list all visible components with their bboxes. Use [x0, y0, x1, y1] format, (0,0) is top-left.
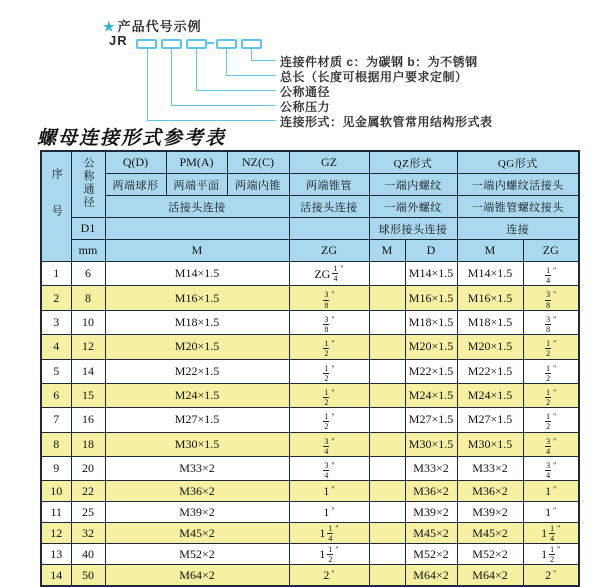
cell-qz-d: M20×1.5 [405, 335, 457, 359]
header-dn-text: 公称通径 [82, 156, 94, 209]
cell-dn: 22 [71, 481, 105, 502]
leader-line [226, 75, 276, 76]
cell-qz-d: M39×2 [405, 502, 457, 523]
table-row [41, 408, 579, 432]
cell-zg-thread: $\frac{3}{4}$ ″ [289, 457, 369, 481]
cell-qz-m [369, 523, 405, 544]
code-prefix: JR [109, 33, 128, 48]
cell-qz-m [369, 565, 405, 587]
header-col-qg: QG形式 [457, 151, 579, 174]
cell-m-thread: M20×1.5 [105, 335, 289, 359]
cell-zg-thread: $\frac{1}{2}$ ″ [289, 359, 369, 383]
cell-m-thread: M27×1.5 [105, 408, 289, 432]
cell-qz-d: M24×1.5 [405, 383, 457, 407]
header-qz-desc1: 一端内螺纹 [369, 174, 457, 196]
cell-seq: 14 [41, 565, 71, 587]
cell-qz-m [369, 502, 405, 523]
cell-seq: 13 [41, 544, 71, 565]
cell-dn: 6 [71, 262, 105, 286]
cell-dn: 18 [71, 432, 105, 456]
cell-dn: 8 [71, 286, 105, 310]
leader-line [147, 48, 148, 120]
cell-seq: 11 [41, 502, 71, 523]
cell-zg-thread: $\frac{1}{2}$ ″ [289, 408, 369, 432]
header-qg-conn: 连接 [457, 218, 579, 240]
cell-zg-thread: ZG $\frac{1}{4}$ ″ [289, 262, 369, 286]
table-title: 螺母连接形式参考表 [37, 127, 227, 149]
diagram-title-text: 产品代号示例 [117, 19, 202, 34]
cell-qg-zg: $\frac{3}{8}$ ″ [523, 310, 579, 334]
cell-qg-zg: 1 ″ [523, 502, 579, 523]
header-qz-d: D [405, 240, 457, 262]
table-row [41, 432, 579, 456]
cell-qg-zg: 1 $\frac{1}{4}$ ″ [523, 523, 579, 544]
header-blank-main [105, 218, 289, 240]
header-seq-text: 序号 [50, 167, 63, 242]
cell-qg-zg: $\frac{1}{2}$ ″ [523, 359, 579, 383]
header-nz-desc: 两端内锥 [227, 174, 289, 196]
cell-qz-d: M30×1.5 [405, 432, 457, 456]
cell-qz-m [369, 481, 405, 502]
header-row-1 [41, 151, 579, 174]
cell-qz-d: M22×1.5 [405, 359, 457, 383]
header-row-4 [41, 218, 579, 240]
cell-m-thread: M30×1.5 [105, 432, 289, 456]
cell-qz-m [369, 262, 405, 286]
table-row [41, 335, 579, 359]
label-nominal-diameter: 公称通径 [280, 85, 331, 99]
cell-seq: 3 [41, 310, 71, 334]
header-col-qz: QZ形式 [369, 151, 457, 174]
cell-qz-m [369, 544, 405, 565]
label-connection-type: 连接形式：见金属软管常用结构形式表 [280, 115, 493, 129]
cell-m-thread: M33×2 [105, 457, 289, 481]
table-row [41, 544, 579, 565]
header-row-5 [41, 240, 579, 262]
cell-qz-d: M64×2 [405, 565, 457, 587]
cell-qg-m: M36×2 [457, 481, 523, 502]
cell-qg-m: M22×1.5 [457, 359, 523, 383]
header-gz-conn: 活接头连接 [289, 196, 369, 218]
table-row [41, 359, 579, 383]
header-col-q: Q(D) [105, 151, 166, 174]
cell-m-thread: M16×1.5 [105, 286, 289, 310]
header-pm-desc: 两端平面 [166, 174, 227, 196]
label-total-length: 总长（长度可根据用户要求定制） [280, 70, 468, 84]
code-dash [206, 42, 214, 44]
cell-seq: 6 [41, 383, 71, 407]
cell-qg-zg: $\frac{1}{2}$ ″ [523, 335, 579, 359]
leader-line [147, 120, 276, 121]
header-qg-desc2: 一端锥管螺纹接头 [457, 196, 579, 218]
cell-seq: 10 [41, 481, 71, 502]
cell-qg-m: M16×1.5 [457, 286, 523, 310]
table-row [41, 383, 579, 407]
header-m-main: M [105, 240, 289, 262]
cell-qz-d: M27×1.5 [405, 408, 457, 432]
cell-m-thread: M22×1.5 [105, 359, 289, 383]
cell-seq: 9 [41, 457, 71, 481]
cell-qz-d: M18×1.5 [405, 310, 457, 334]
cell-m-thread: M45×2 [105, 523, 289, 544]
cell-dn: 20 [71, 457, 105, 481]
leader-line [196, 48, 197, 90]
cell-qz-m [369, 383, 405, 407]
header-seq [41, 151, 71, 262]
table-row [41, 457, 579, 481]
cell-qz-d: M36×2 [405, 481, 457, 502]
header-gz-desc: 两端锥管 [289, 174, 369, 196]
cell-qz-m [369, 335, 405, 359]
cell-qg-m: M33×2 [457, 457, 523, 481]
header-d1: D1 [71, 218, 105, 240]
cell-zg-thread: $\frac{3}{4}$ ″ [289, 432, 369, 456]
table-row [41, 523, 579, 544]
cell-zg-thread: $\frac{3}{8}$ ″ [289, 286, 369, 310]
cell-qg-m: M20×1.5 [457, 335, 523, 359]
cell-dn: 14 [71, 359, 105, 383]
cell-dn: 40 [71, 544, 105, 565]
cell-qz-m [369, 432, 405, 456]
cell-seq: 7 [41, 408, 71, 432]
nut-connection-reference-table [40, 150, 580, 587]
cell-m-thread: M64×2 [105, 565, 289, 587]
cell-seq: 4 [41, 335, 71, 359]
cell-seq: 2 [41, 286, 71, 310]
cell-dn: 12 [71, 335, 105, 359]
cell-qg-m: M14×1.5 [457, 262, 523, 286]
cell-zg-thread: 2 ″ [289, 565, 369, 587]
leader-line [251, 48, 252, 60]
label-connector-material: 连接件材质 c：为碳钢 b：为不锈钢 [280, 55, 478, 69]
header-dn [71, 151, 105, 218]
cell-qg-zg: $\frac{1}{2}$ ″ [523, 383, 579, 407]
cell-qg-m: M30×1.5 [457, 432, 523, 456]
cell-qz-m [369, 408, 405, 432]
cell-seq: 5 [41, 359, 71, 383]
leader-line [251, 60, 276, 61]
cell-zg-thread: $\frac{3}{8}$ ″ [289, 310, 369, 334]
cell-qz-m [369, 310, 405, 334]
cell-dn: 10 [71, 310, 105, 334]
cell-qg-zg: $\frac{3}{8}$ ″ [523, 286, 579, 310]
header-row-3 [41, 196, 579, 218]
header-zg-main: ZG [289, 240, 369, 262]
leader-line [171, 105, 276, 106]
header-col-gz: GZ [289, 151, 369, 174]
cell-qz-d: M16×1.5 [405, 286, 457, 310]
table-row [41, 286, 579, 310]
table-row [41, 565, 579, 587]
cell-qz-d: M52×2 [405, 544, 457, 565]
cell-qg-m: M45×2 [457, 523, 523, 544]
cell-qg-m: M27×1.5 [457, 408, 523, 432]
cell-dn: 50 [71, 565, 105, 587]
cell-qg-zg: $\frac{3}{4}$ ″ [523, 432, 579, 456]
label-nominal-pressure: 公称压力 [280, 100, 331, 114]
cell-m-thread: M52×2 [105, 544, 289, 565]
cell-m-thread: M24×1.5 [105, 383, 289, 407]
leader-line [196, 90, 276, 91]
cell-qg-zg: $\frac{1}{4}$ ″ [523, 262, 579, 286]
header-qz-desc2: 一端外螺纹 [369, 196, 457, 218]
cell-dn: 32 [71, 523, 105, 544]
header-union-conn: 活接头连接 [105, 196, 289, 218]
header-qg-m: M [457, 240, 523, 262]
cell-dn: 16 [71, 408, 105, 432]
table-row [41, 310, 579, 334]
header-row-2 [41, 174, 579, 196]
leader-line [226, 48, 227, 75]
cell-qz-m [369, 286, 405, 310]
cell-qg-m: M64×2 [457, 565, 523, 587]
cell-zg-thread: 1 $\frac{1}{2}$ ″ [289, 544, 369, 565]
header-mm: mm [71, 240, 105, 262]
cell-qg-m: M52×2 [457, 544, 523, 565]
cell-zg-thread: $\frac{1}{2}$ ″ [289, 335, 369, 359]
cell-qz-d: M14×1.5 [405, 262, 457, 286]
cell-seq: 1 [41, 262, 71, 286]
table-row [41, 262, 579, 286]
cell-qz-d: M45×2 [405, 523, 457, 544]
cell-qg-zg: 2 ″ [523, 565, 579, 587]
cell-m-thread: M14×1.5 [105, 262, 289, 286]
header-qg-zg: ZG [523, 240, 579, 262]
cell-qz-m [369, 359, 405, 383]
cell-seq: 8 [41, 432, 71, 456]
header-col-nz: NZ(C) [227, 151, 289, 174]
star-icon: ★ [103, 19, 116, 34]
cell-qg-zg: $\frac{3}{4}$ ″ [523, 457, 579, 481]
cell-zg-thread: 1 $\frac{1}{4}$ ″ [289, 523, 369, 544]
cell-dn: 25 [71, 502, 105, 523]
cell-qg-m: M24×1.5 [457, 383, 523, 407]
header-qz-m: M [369, 240, 405, 262]
header-q-desc: 两端球形 [105, 174, 166, 196]
cell-seq: 12 [41, 523, 71, 544]
header-qg-desc1: 一端内螺纹活接头 [457, 174, 579, 196]
cell-qg-zg: 1 $\frac{1}{2}$ ″ [523, 544, 579, 565]
cell-qz-m [369, 457, 405, 481]
cell-qz-d: M33×2 [405, 457, 457, 481]
cell-qg-m: M39×2 [457, 502, 523, 523]
cell-qg-zg: 1 ″ [523, 481, 579, 502]
cell-zg-thread: 1 ″ [289, 481, 369, 502]
cell-m-thread: M39×2 [105, 502, 289, 523]
header-qz-conn: 球形接头连接 [369, 218, 457, 240]
cell-dn: 15 [71, 383, 105, 407]
cell-qg-zg: $\frac{1}{2}$ ″ [523, 408, 579, 432]
header-col-pm: PM(A) [166, 151, 227, 174]
cell-m-thread: M36×2 [105, 481, 289, 502]
cell-m-thread: M18×1.5 [105, 310, 289, 334]
cell-zg-thread: $\frac{1}{2}$ ″ [289, 383, 369, 407]
cell-qg-m: M18×1.5 [457, 310, 523, 334]
leader-line [171, 48, 172, 105]
table-row [41, 502, 579, 523]
header-blank-gz [289, 218, 369, 240]
table-row [41, 481, 579, 502]
cell-zg-thread: 1 ″ [289, 502, 369, 523]
